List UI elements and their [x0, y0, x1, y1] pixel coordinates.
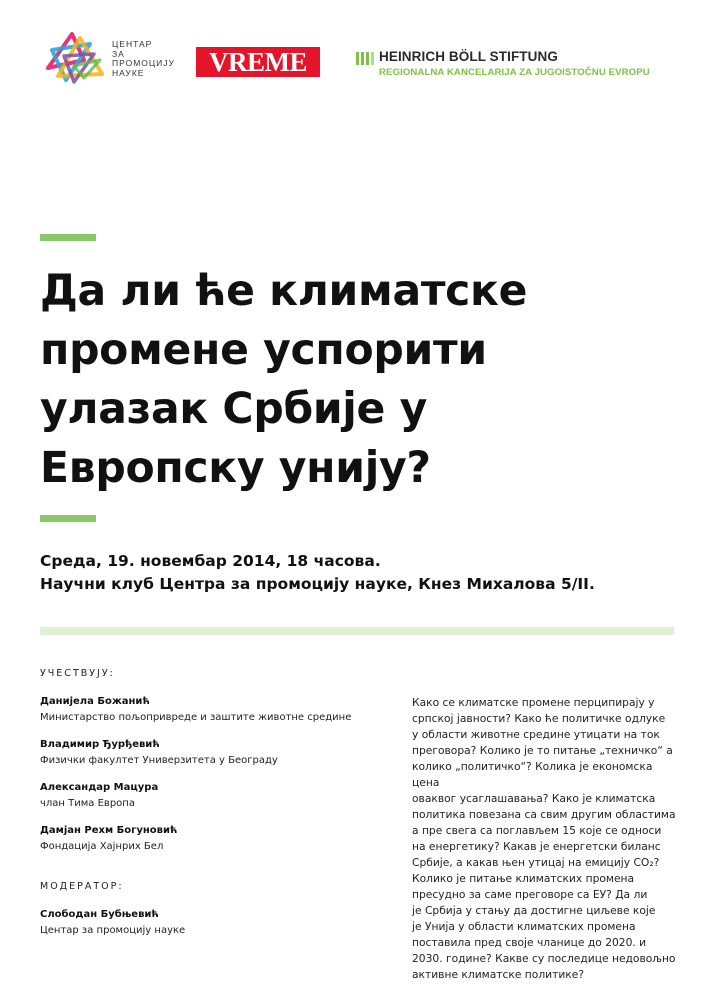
section-divider [40, 627, 674, 635]
participant-name: Александар Мацура [40, 782, 159, 793]
participants-label: УЧЕСТВУЈУ: [40, 668, 115, 679]
description-line: у области животне средине утицати на ток [412, 728, 660, 741]
vreme-logo: VREME [196, 47, 320, 77]
description-line: 2030. године? Какве су последице недовољно [412, 952, 676, 965]
cpn-logo-line: ЗА [112, 48, 125, 59]
hbs-subtitle: REGIONALNA KANCELARIJA ZA JUGOISTOČNU EVROPU [379, 67, 650, 78]
headline-line: улазак Србије у [40, 385, 427, 434]
headline-line: Да ли ће климатске [40, 267, 528, 316]
moderator-item [40, 907, 185, 939]
participant-role: члан Тима Европа [40, 798, 135, 809]
headline-line: Европску унију? [40, 444, 431, 493]
participant-item [40, 694, 351, 726]
description-line: а пре свега са поглављем 15 које се односи [412, 824, 662, 837]
participant-name: Дамјан Рехм Богуновић [40, 825, 178, 836]
description-line: поставила пред своје чланице до 2020. и [412, 936, 647, 949]
hbs-logo-icon [356, 52, 374, 65]
participant-name: Владимир Ђурђевић [40, 739, 160, 750]
cpn-logo-text [112, 40, 175, 78]
participant-role: Фондација Хајнрих Бел [40, 841, 164, 852]
description-line: оваквог усаглашавања? Како је климатска [412, 792, 656, 805]
hbs-title: HEINRICH BÖLL STIFTUNG [379, 49, 558, 64]
participant-item [40, 737, 278, 769]
accent-bar-bottom [40, 515, 96, 522]
description-line: српској јавности? Како ће политичке одлуке [412, 712, 666, 725]
event-description [412, 695, 682, 983]
description-line: је Унија у области климатских промена [412, 920, 636, 933]
cpn-logo-icon [44, 30, 106, 86]
event-date: Среда, 19. новембар 2014, 18 часова. [40, 552, 381, 570]
description-line: је Србија у стању да достигне циљеве које [412, 904, 656, 917]
description-line: пресудно за саме преговоре са ЕУ? Да ли [412, 888, 648, 901]
moderator-name: Слободан Бубњевић [40, 909, 159, 920]
description-line: Колико је питање климатских промена [412, 872, 635, 885]
event-location: Научни клуб Центра за промоцију науке, Кнез Михалова 5/II. [40, 575, 595, 593]
page-title [40, 262, 700, 498]
cpn-logo-line: НАУКЕ [112, 67, 145, 78]
description-line: колико „политичко“? Колика је економска цена [412, 760, 653, 789]
description-line: активне климатске политике? [412, 968, 584, 981]
accent-bar-top [40, 234, 96, 241]
participant-role: Министарство пољопривреде и заштите животне средине [40, 712, 352, 723]
headline-line: промене успорити [40, 326, 487, 375]
moderator-label: МОДЕРАТОР: [40, 881, 124, 892]
description-line: политика повезана са свим другим областима [412, 808, 676, 821]
participant-item [40, 823, 177, 855]
moderator-role: Центар за промоцију науке [40, 925, 186, 936]
description-line: Србије, а какав њен утицај на емицију CO₂? [412, 856, 660, 869]
participant-name: Данијела Божанић [40, 696, 150, 707]
description-line: на енергетику? Какав је енергетски биланс [412, 840, 661, 853]
description-line: Како се климатске промене перципирају у [412, 696, 655, 709]
event-info [40, 550, 595, 596]
cpn-logo-line: ЦЕНТАР [112, 39, 153, 49]
participant-role: Физички факултет Универзитета у Београду [40, 755, 278, 766]
cpn-logo-line: ПРОМОЦИЈУ [112, 58, 175, 68]
participant-item [40, 780, 158, 812]
description-line: преговора? Колико је то питање „техничко“ а [412, 744, 673, 757]
